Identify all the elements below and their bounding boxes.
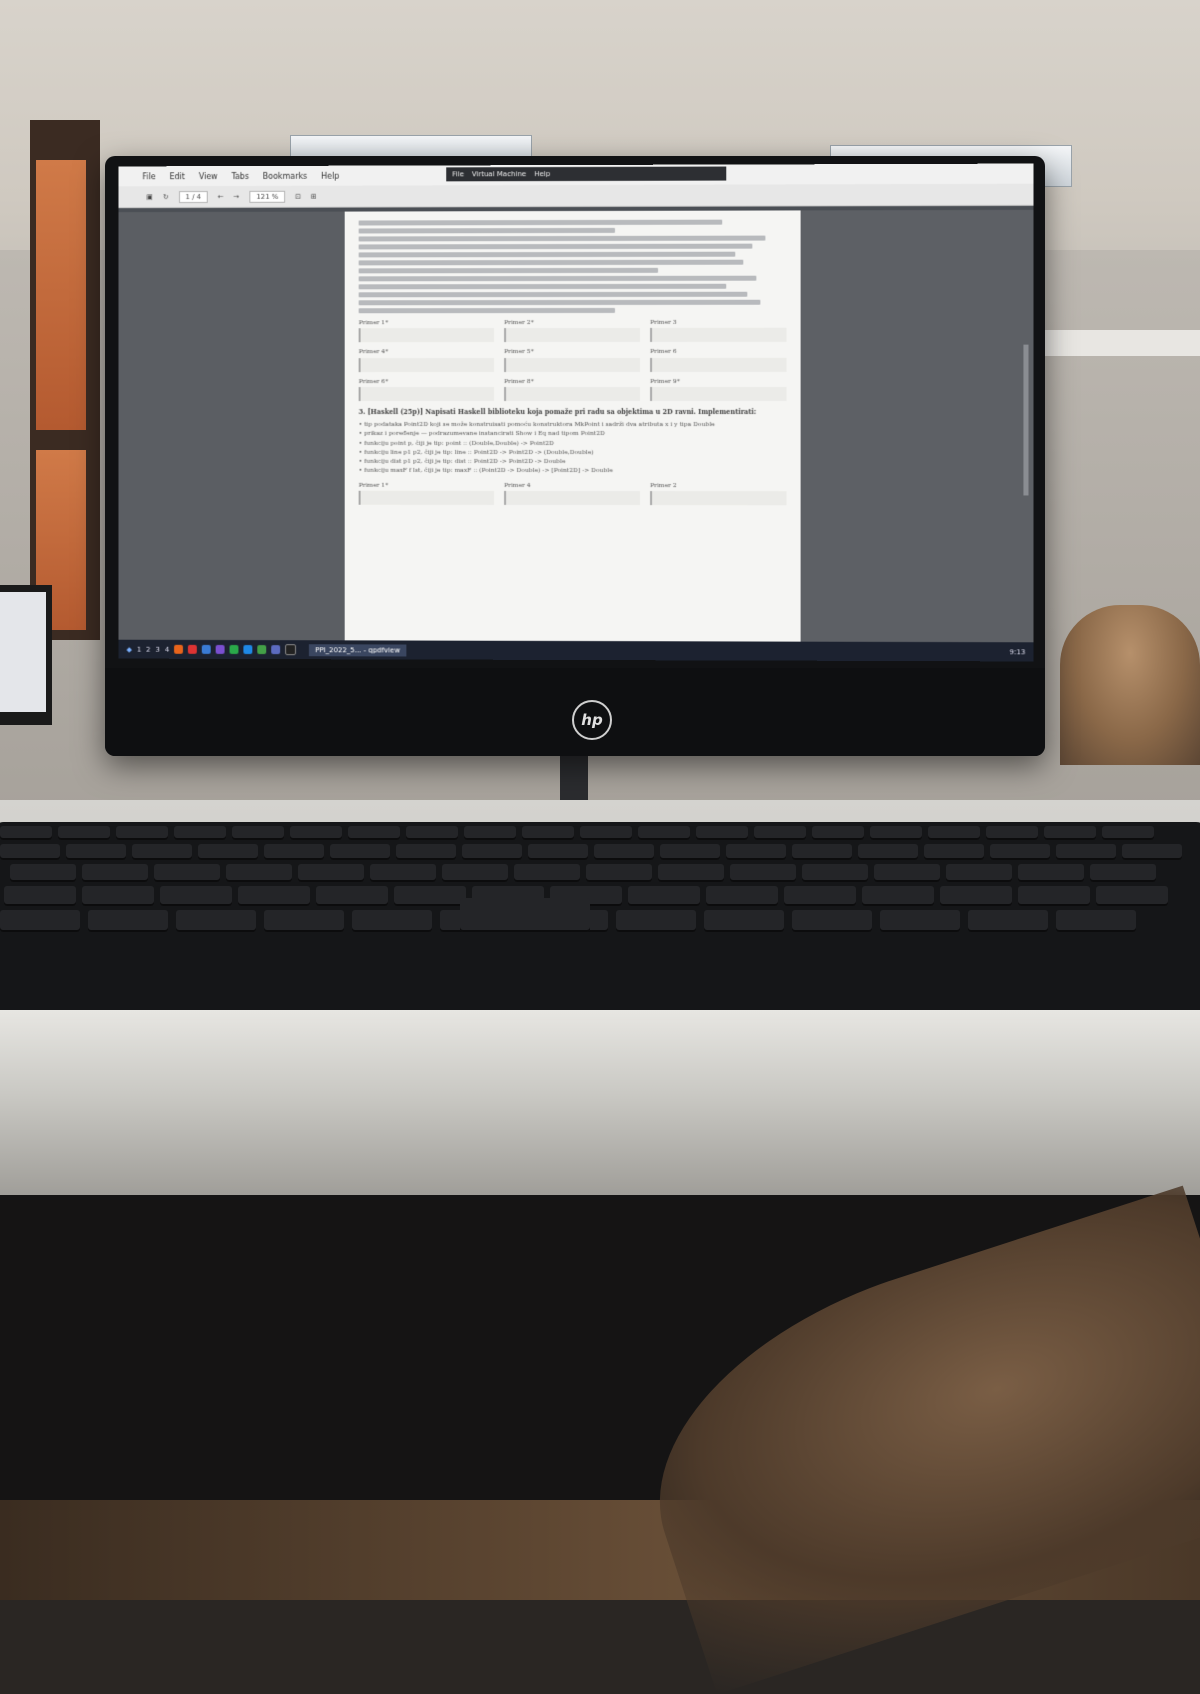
keyboard-key [940, 886, 1012, 906]
vm-menu-file[interactable]: File [452, 170, 464, 179]
page-field[interactable]: 1 / 4 [179, 191, 208, 203]
app-icon[interactable] [216, 645, 225, 654]
keyboard-key [928, 826, 980, 840]
keyboard-key [616, 910, 696, 932]
example-label: Primer 2 [650, 481, 677, 489]
monitor-screen [119, 164, 1034, 662]
keyboard-key [812, 826, 864, 840]
keyboard-key [696, 826, 748, 840]
keyboard-key [88, 910, 168, 932]
menu-bookmarks[interactable]: Bookmarks [262, 171, 308, 181]
vm-menubar [446, 167, 726, 182]
example-label: Primer 6 [650, 348, 677, 356]
menu-file[interactable]: File [142, 171, 156, 181]
scrollbar[interactable] [1023, 345, 1028, 496]
keyboard-key [66, 844, 126, 860]
keyboard-key [528, 844, 588, 860]
keyboard-key [792, 844, 852, 860]
workspace-4[interactable]: 4 [164, 645, 170, 654]
keyboard-key [58, 826, 110, 840]
keyboard-key [198, 844, 258, 860]
workspace-3[interactable]: 3 [155, 645, 161, 654]
bullet-item: • funkciju dist p1 p2, čiji je tip: dist :: Point2D -> Point2D -> Double [358, 458, 566, 466]
vm-menu-virtual-machine[interactable]: Virtual Machine [471, 170, 527, 179]
ceiling-beam [1020, 330, 1200, 356]
keyboard-key [522, 826, 574, 840]
bullet-item: • funkciju line p1 p2, čiji je tip: line :: Point2D -> Point2D -> (Double,Double) [358, 448, 594, 456]
workspace-1[interactable]: 1 [136, 645, 142, 654]
keyboard-key [316, 886, 388, 906]
keyboard-key [1122, 844, 1182, 860]
keyboard-key [348, 826, 400, 840]
keyboard-key [154, 864, 220, 882]
side-monitor-screen [0, 592, 46, 712]
app-icon[interactable] [188, 645, 197, 654]
grid-icon[interactable]: ⊞ [310, 192, 317, 201]
keyboard-key [226, 864, 292, 882]
save-icon[interactable]: ▣ [146, 192, 153, 201]
keyboard-key [82, 886, 154, 906]
keyboard-key [0, 910, 80, 932]
keyboard-key [660, 844, 720, 860]
app-icon[interactable] [244, 645, 253, 654]
keyboard-key [264, 910, 344, 932]
keyboard-key [968, 910, 1048, 932]
keyboard-key [870, 826, 922, 840]
window [30, 120, 100, 640]
example-label: Primer 3 [650, 318, 677, 326]
keyboard-key [290, 826, 342, 840]
keyboard-key [10, 864, 76, 882]
menu-edit[interactable]: Edit [169, 171, 185, 181]
keyboard-key [730, 864, 796, 882]
keyboard-key [1056, 910, 1136, 932]
keyboard-key [462, 844, 522, 860]
keyboard-key [370, 864, 436, 882]
examples-row [359, 318, 787, 343]
examples-row [359, 376, 787, 400]
app-icon[interactable] [258, 645, 267, 654]
keyboard-key [1018, 864, 1084, 882]
taskbar-clock: 9:13 [1009, 647, 1026, 656]
workspace-2[interactable]: 2 [146, 645, 151, 654]
keyboard-key [0, 826, 52, 840]
viewer-right-margin [801, 210, 1034, 642]
keyboard-key [986, 826, 1038, 840]
examples-row [359, 347, 787, 372]
keyboard-key [116, 826, 168, 840]
viewer-left-margin [119, 212, 345, 641]
menu-tabs[interactable]: Tabs [231, 171, 249, 181]
keyboard-key [352, 910, 432, 932]
keyboard-key [726, 844, 786, 860]
keyboard-key [1096, 886, 1168, 906]
keyboard-key [264, 844, 324, 860]
firefox-icon[interactable] [174, 645, 183, 654]
reload-icon[interactable]: ↻ [162, 192, 169, 201]
keyboard-key [232, 826, 284, 840]
menu-view[interactable]: View [198, 171, 218, 181]
vm-menu-help[interactable]: Help [534, 170, 551, 179]
keyboard-key [174, 826, 226, 840]
pdf-page [345, 210, 801, 641]
keyboard-key [132, 844, 192, 860]
keyboard [0, 822, 1200, 1012]
desk-edge [0, 1010, 1200, 1200]
example-label: Primer 1* [358, 319, 389, 327]
keyboard-key [0, 844, 60, 860]
keyboard-key [754, 826, 806, 840]
keyboard-key [1102, 826, 1154, 840]
keyboard-key [1018, 886, 1090, 906]
keyboard-key [160, 886, 232, 906]
terminal-icon[interactable] [285, 644, 296, 655]
taskbar [119, 640, 1034, 662]
keyboard-key [990, 844, 1050, 860]
window-blind [36, 160, 86, 430]
keyboard-key [784, 886, 856, 906]
bullet-item: • funkciju maxF f lst, čiji je tip: maxF :: (Point2D -> Double) -> [Point2D] -> Double [358, 467, 613, 475]
keyboard-key [394, 886, 466, 906]
app-toolbar [119, 184, 1034, 208]
keyboard-key [442, 864, 508, 882]
keyboard-key [858, 844, 918, 860]
keyboard-key [330, 844, 390, 860]
keyboard-key [924, 844, 984, 860]
example-label: Primer 8* [504, 377, 534, 385]
keyboard-key [82, 864, 148, 882]
keyboard-key [802, 864, 868, 882]
person-head [1060, 605, 1200, 765]
keyboard-key [874, 864, 940, 882]
keyboard-key [792, 910, 872, 932]
keyboard-key [396, 844, 456, 860]
bullet-item: • funkciju point p, čiji je tip: point :: (Double,Double) -> Point2D [358, 439, 554, 447]
keyboard-key [1044, 826, 1096, 840]
start-icon[interactable]: ◆ [126, 645, 132, 654]
keyboard-key [594, 844, 654, 860]
app-icon[interactable] [230, 645, 239, 654]
keyboard-key [946, 864, 1012, 882]
keyboard-key [704, 910, 784, 932]
keyboard-key [862, 886, 934, 906]
keyboard-key [238, 886, 310, 906]
keyboard-key [406, 826, 458, 840]
examples-row [359, 481, 787, 506]
keyboard-key [4, 886, 76, 906]
keyboard-key [298, 864, 364, 882]
keyboard-key [1090, 864, 1156, 882]
keyboard-key [706, 886, 778, 906]
previous-page-icon[interactable]: ← [217, 192, 224, 201]
bullet-item: • tip podataka Point2D koji se može konstruisati pomoću konstruktora MkPoint i sadrži dva atributa x i y tipa Double [358, 420, 715, 428]
fit-icon[interactable]: ⊡ [295, 192, 302, 201]
app-icon[interactable] [271, 645, 280, 654]
keyboard-key [464, 826, 516, 840]
keyboard-key [880, 910, 960, 932]
example-label: Primer 4* [358, 348, 389, 356]
next-page-icon[interactable]: → [233, 192, 240, 201]
app-icon[interactable] [202, 645, 211, 654]
bullet-item: • prikaz i poređenje — podrazumevane instancirati Show i Eq nad tipom Point2D [358, 430, 605, 438]
keyboard-spacebar [460, 898, 590, 932]
example-label: Primer 4 [504, 481, 531, 489]
hp-logo: hp [572, 700, 612, 740]
taskbar-task[interactable]: PPI_2022_5... - qpdfview [309, 644, 406, 656]
keyboard-key [1056, 844, 1116, 860]
example-label: Primer 9* [650, 377, 680, 385]
section-heading: 3. [Haskell (25p)] Napisati Haskell biblioteku koja pomaže pri radu sa objektima u 2D ravni. Implementirati: [358, 407, 757, 416]
example-label: Primer 5* [504, 348, 534, 356]
keyboard-key [580, 826, 632, 840]
menu-help[interactable]: Help [321, 171, 340, 181]
example-label: Primer 1* [358, 481, 389, 489]
example-label: Primer 6* [358, 377, 389, 385]
keyboard-key [514, 864, 580, 882]
keyboard-key [586, 864, 652, 882]
keyboard-key [176, 910, 256, 932]
keyboard-key [628, 886, 700, 906]
keyboard-key [638, 826, 690, 840]
example-label: Primer 2* [504, 319, 534, 327]
zoom-field[interactable]: 121 % [249, 190, 285, 202]
keyboard-key [658, 864, 724, 882]
